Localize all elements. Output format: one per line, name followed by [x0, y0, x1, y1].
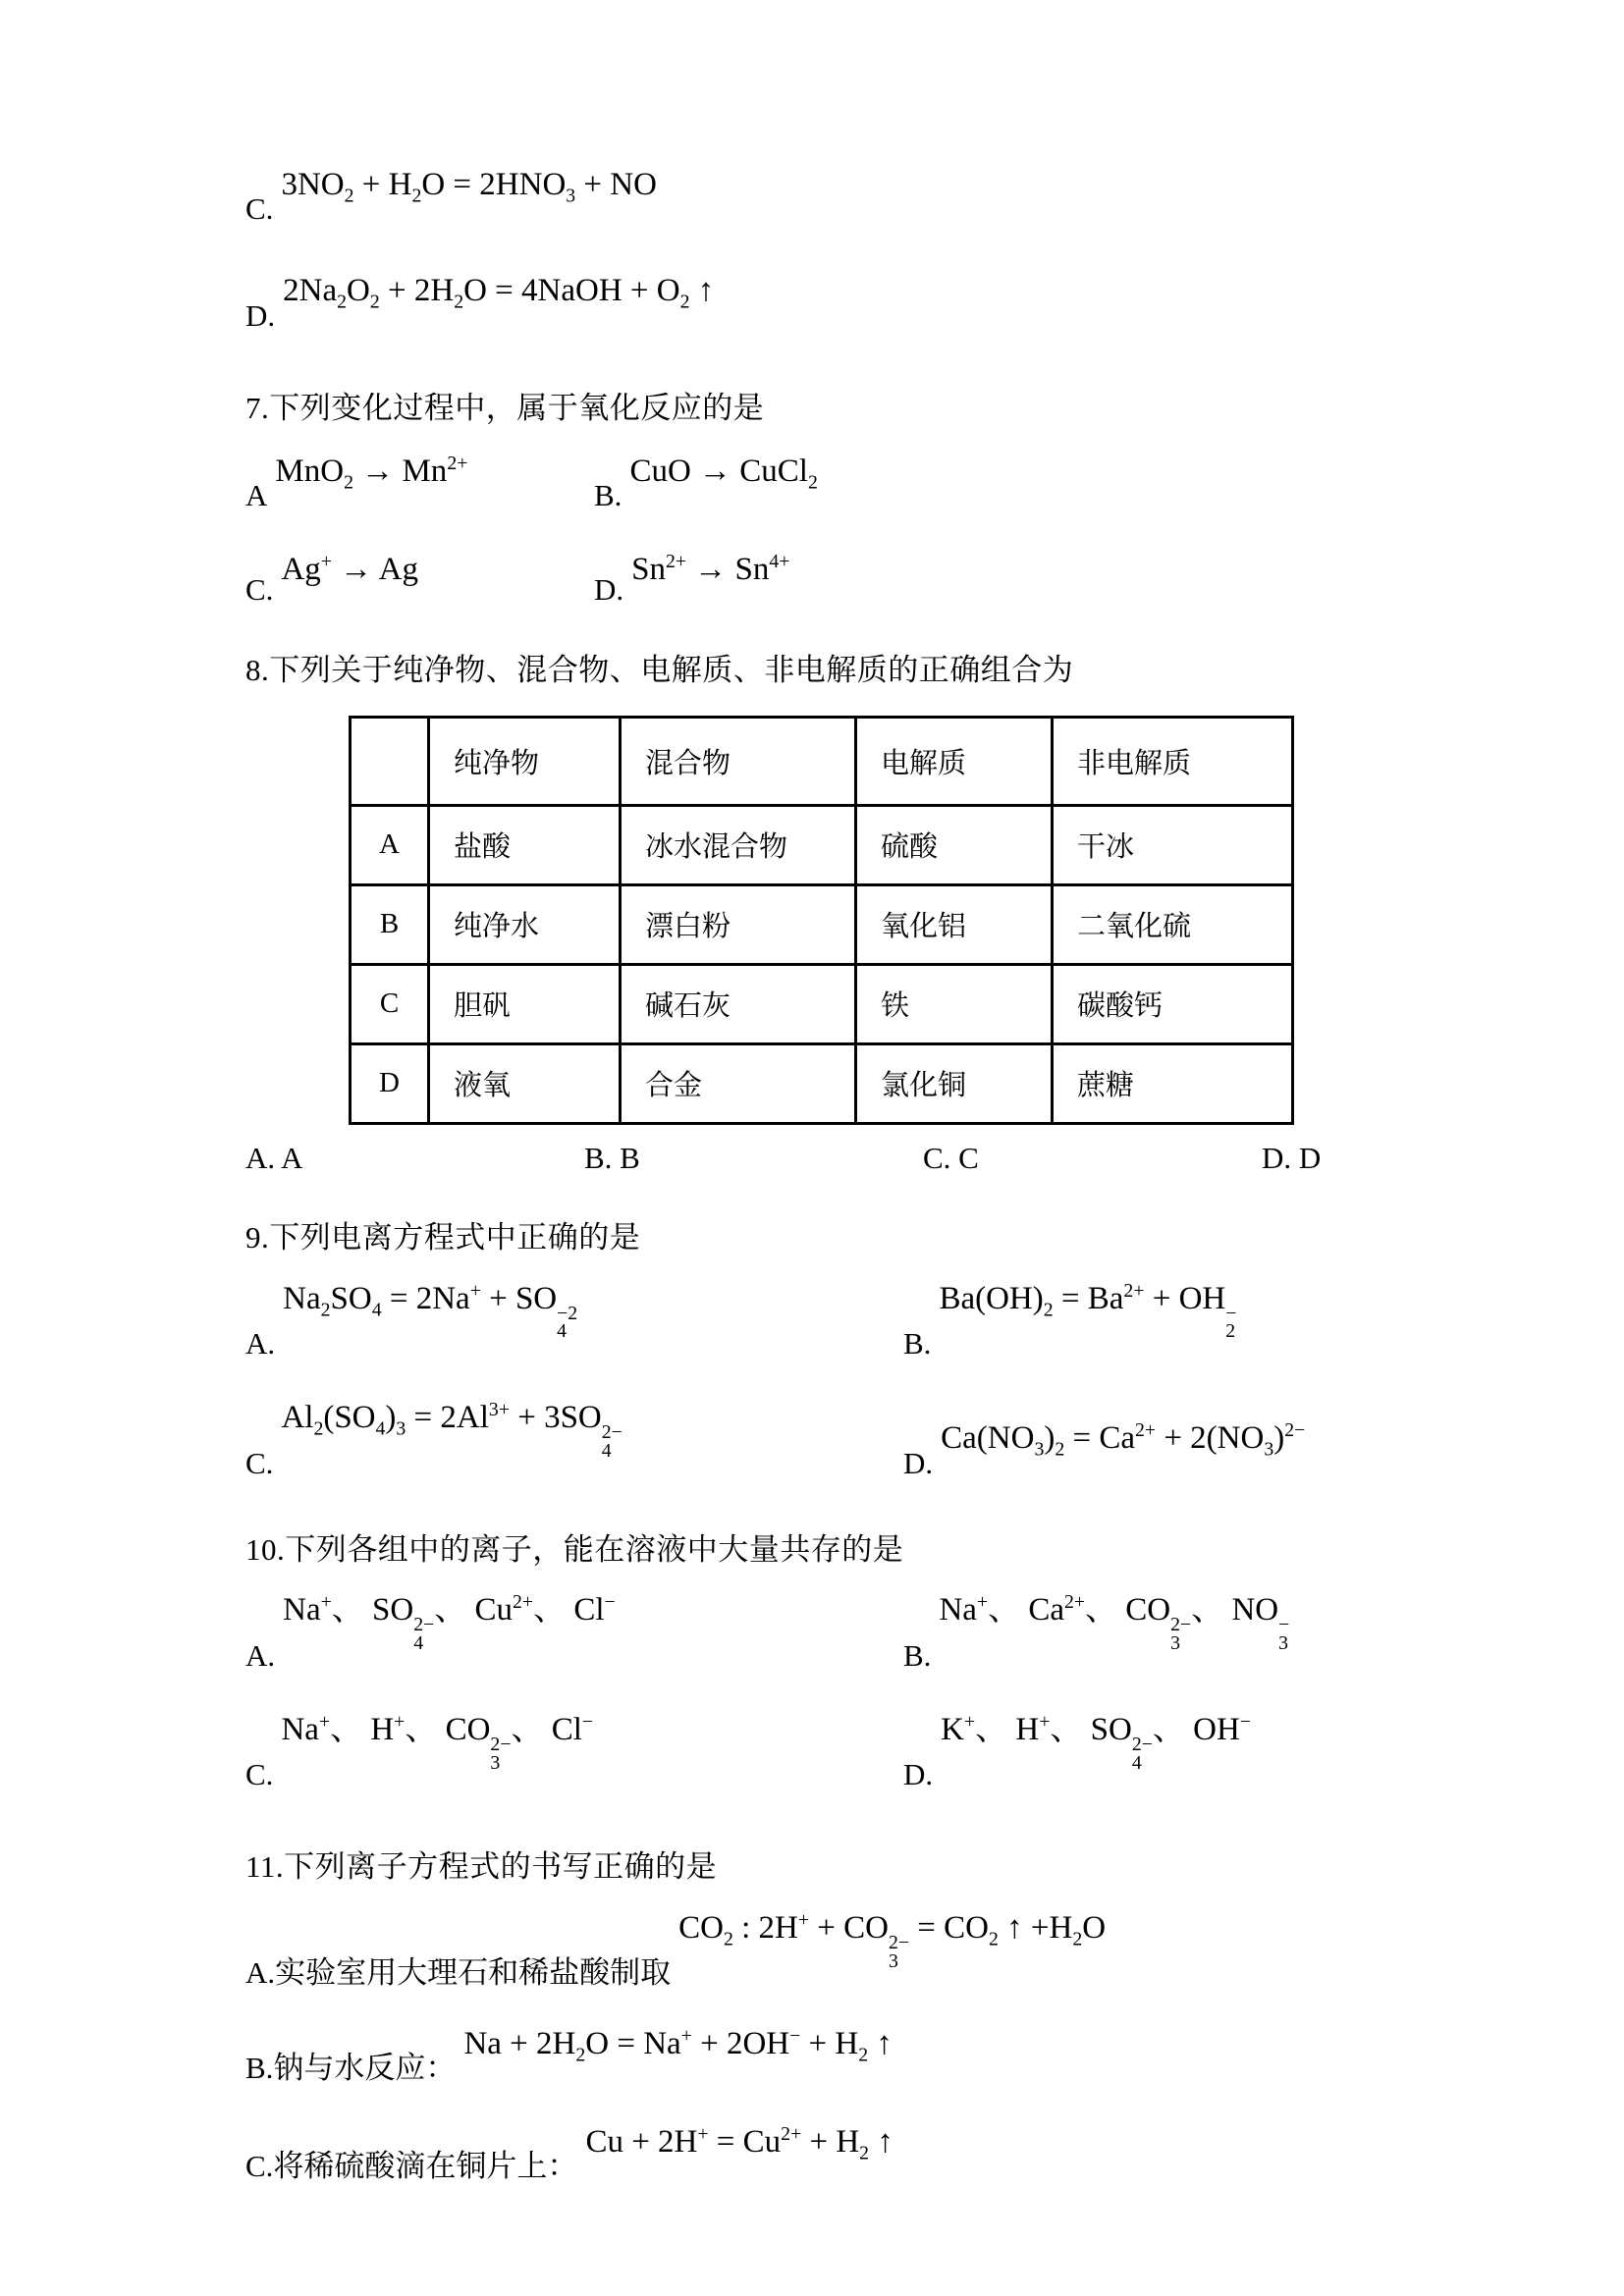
q8-row-b-cell-1: 纯净水: [429, 884, 621, 964]
q9-option-a-equation: $Na_2SO_4 = 2Na^+$ + SO −2 4: [283, 1279, 578, 1343]
q8-row-c-cell-3: 铁: [856, 964, 1053, 1043]
q8-answer-b: B. B: [584, 1140, 640, 1175]
q8-row-c-cell-2: 碱石灰: [621, 964, 856, 1043]
q8-row-b-cell-2: 漂白粉: [621, 884, 856, 964]
q8-row-c-label: C: [351, 964, 429, 1043]
q8-row-d-cell-2: 合金: [621, 1043, 856, 1123]
q8-header-electrolyte: 电解质: [856, 717, 1053, 805]
question-8-title: 8.下列关于纯净物、混合物、电解质、非电解质的正确组合为: [245, 653, 1074, 688]
q7-option-d: [594, 552, 1428, 607]
q11-option-c-label: C.将稀硫酸滴在铜片上：: [245, 2149, 578, 2184]
q8-classification-table: [349, 716, 1294, 1125]
q10-options-row-1: [245, 1592, 1428, 1672]
q7-option-d-label: D.: [594, 572, 624, 608]
q8-answer-a: A. A: [245, 1140, 303, 1175]
q11-option-b-label: B.钠与水反应：: [245, 2050, 457, 2085]
q8-row-a-cell-2: 冰水混合物: [621, 805, 856, 884]
q8-table-header-row: [351, 717, 1293, 805]
q11-option-a-equation: $CO_2$ : 2H+ + CO 2− 3 = $CO_2$ ↑ $+H_2O$: [678, 1909, 1107, 1972]
q9-option-c-label: C.: [245, 1445, 274, 1480]
q11-option-c-equation: $Cu + 2H^+ = Cu^{2+} + H_2$ ↑: [585, 2122, 893, 2164]
q7-option-a: [245, 454, 594, 512]
q10-option-c-ions: Na+、 H+、 CO 2− 3 、 Cl−: [281, 1710, 594, 1774]
q8-row-b-label: B: [351, 884, 429, 964]
q11-option-b-equation: $Na + 2H_2O = Na^+ + 2OH^- + H_2$ ↑: [463, 2024, 893, 2066]
q7-option-d-equation: $Sn^{2+} \to Sn^{4+}$: [631, 550, 790, 587]
question-10-title: 10.下列各组中的离子，能在溶液中大量共存的是: [245, 1531, 904, 1567]
q8-table-row-d: [351, 1043, 1293, 1123]
q8-row-b-cell-4: 二氧化硫: [1053, 884, 1293, 964]
q7-option-a-equation: $MnO_2 \to Mn^{2+}$: [275, 452, 468, 494]
q6-option-c-equation: $3NO_2 + H_2O = 2HNO_3$ + NO: [281, 167, 657, 207]
q8-row-c-cell-1: 胆矾: [429, 964, 621, 1043]
q9-option-d-equation: $Ca(NO_3)_2 = Ca^{2+} + 2(NO_3)^{2-}$: [941, 1419, 1306, 1461]
q10-option-c-label: C.: [245, 1757, 274, 1792]
q9-option-b-label: B.: [903, 1326, 932, 1362]
q8-row-a-cell-4: 干冰: [1053, 805, 1293, 884]
q10-option-b-ions: Na+、 $Ca^{2+}$、 CO 2− 3 、 NO − 3: [939, 1591, 1290, 1655]
q10-option-b: [903, 1592, 1428, 1672]
q8-row-d-cell-4: 蔗糖: [1053, 1043, 1293, 1123]
q8-row-c-cell-4: 碳酸钙: [1053, 964, 1293, 1043]
q9-option-a: [245, 1281, 903, 1361]
question-7-title: 7.下列变化过程中，属于氧化反应的是: [245, 390, 765, 425]
q8-answer-c: C. C: [923, 1140, 979, 1175]
q10-option-a-label: A.: [245, 1637, 276, 1673]
q8-answer-d: D. D: [1262, 1140, 1322, 1175]
q7-option-b-equation: CuO → CuCl$_2$: [629, 453, 818, 494]
q9-option-b-equation: $Ba(OH)_2 = Ba^{2+}$ + OH − 2: [939, 1279, 1237, 1343]
q11-option-c: [245, 2124, 1428, 2183]
q8-row-a-label: A: [351, 805, 429, 884]
q6-option-d-equation: $2Na_2O_2 + 2H_2O$ = 4NaOH + $O_2$ ↑: [283, 273, 715, 313]
q8-table-row-a: [351, 805, 1293, 884]
q7-option-c: [245, 552, 594, 607]
q9-option-d-label: D.: [903, 1445, 934, 1480]
q10-option-d-label: D.: [903, 1757, 934, 1792]
q8-row-a-cell-3: 硫酸: [856, 805, 1053, 884]
q9-option-b: [903, 1281, 1428, 1361]
q8-row-d-label: D: [351, 1043, 429, 1123]
q10-option-d-ions: K+、 H+、 SO 2− 4 、 OH−: [941, 1710, 1251, 1774]
q7-options-row-2: [245, 552, 1428, 607]
q9-option-c-equation: $Al_2(SO_4)_3 = 2Al^{3+} + 3SO$ 2− 4: [281, 1399, 623, 1462]
q8-row-d-cell-1: 液氧: [429, 1043, 621, 1123]
q8-table-row-b: [351, 884, 1293, 964]
q11-option-a-label: A.实验室用大理石和稀盐酸制取: [245, 1955, 672, 1991]
q8-header-mixture: 混合物: [621, 717, 856, 805]
q8-answer-choices: [245, 1141, 1428, 1176]
q7-options-row-1: [245, 454, 1428, 512]
q10-option-d: [903, 1712, 1428, 1791]
q7-option-c-equation: Ag+ → Ag: [281, 550, 418, 587]
q8-row-d-cell-3: 氯化铜: [856, 1043, 1053, 1123]
question-9-title: 9.下列电离方程式中正确的是: [245, 1219, 641, 1255]
q8-row-b-cell-3: 氧化铝: [856, 884, 1053, 964]
q8-header-pure-substance: 纯净物: [429, 717, 621, 805]
q9-option-d: [903, 1400, 1428, 1479]
q7-option-b: [594, 454, 1428, 512]
q8-header-blank: [351, 717, 429, 805]
q10-option-a-ions: Na+、 SO 2− 4 、 $Cu^{2+}$、 Cl−: [283, 1591, 616, 1655]
q9-option-c: [245, 1400, 903, 1479]
q11-option-a: [245, 1910, 1428, 1990]
q9-options-row-1: [245, 1281, 1428, 1361]
q8-header-non-electrolyte: 非电解质: [1053, 717, 1293, 805]
q10-options-row-2: [245, 1712, 1428, 1791]
q6-option-c: [245, 167, 1428, 226]
q6-option-c-label: C.: [245, 191, 274, 227]
q9-options-row-2: [245, 1400, 1428, 1479]
question-11-title: 11.下列离子方程式的书写正确的是: [245, 1849, 718, 1885]
q7-option-b-label: B.: [594, 477, 623, 512]
q8-row-a-cell-1: 盐酸: [429, 805, 621, 884]
q7-option-a-label: A: [245, 477, 268, 512]
q11-option-b: [245, 2026, 1428, 2085]
q9-option-a-label: A.: [245, 1326, 276, 1362]
q8-table-row-c: [351, 964, 1293, 1043]
q10-option-b-label: B.: [903, 1637, 932, 1673]
q10-option-c: [245, 1712, 903, 1791]
q6-option-d-label: D.: [245, 297, 276, 333]
q10-option-a: [245, 1592, 903, 1672]
q6-option-d: [245, 273, 1428, 332]
q7-option-c-label: C.: [245, 572, 274, 608]
